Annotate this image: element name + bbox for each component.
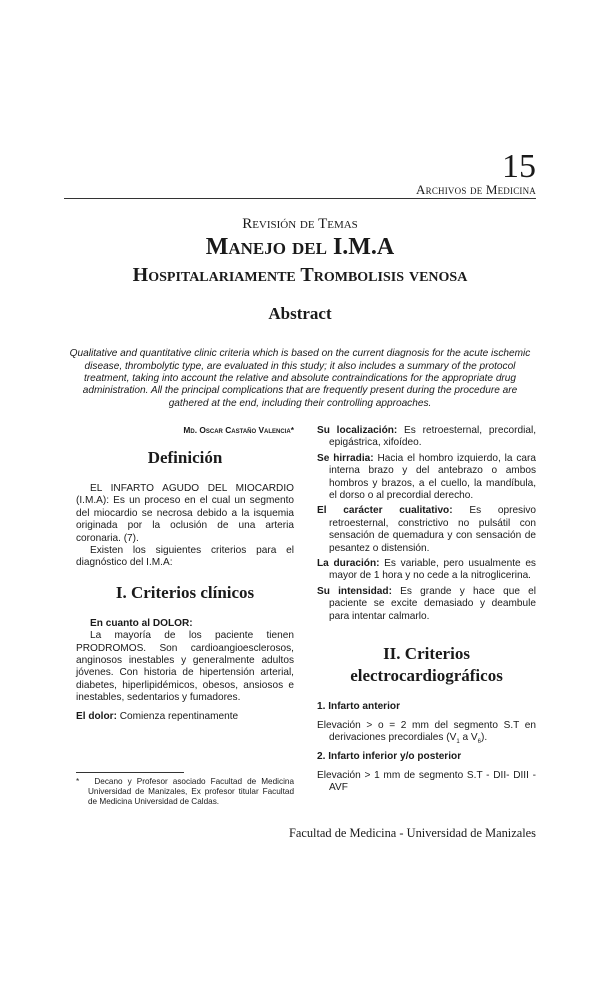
journal-name: Archivos de Medicina [416,182,536,197]
definicion-paragraph-2: Existen los siguientes criterios para el diagnóstico del I.M.A: [76,545,294,569]
localizacion-label: Su localización: [317,425,398,436]
infarto-anterior-sub-2: 6 [477,738,482,745]
duracion-item [317,558,536,583]
article-title-line-2: Hospitalariamente Trombolisis venosa [132,264,468,286]
infarto-inferior-text: Elevación > 1 mm de segmento S.T - DII- DIII - AVF [317,769,536,794]
infarto-anterior-text-c: ). [481,731,488,743]
right-column [317,425,536,795]
hirradia-label: Se hirradia: [317,452,374,464]
hirradia-text: Hacia el hombro izquierdo, la cara interna brazo y del antebrazo o ambos hombros y brazos, a el cuello, la mandíbula, el dorso o al precordial derecho. [329,452,536,502]
el-dolor-text: Comienza repentinamente [116,710,239,722]
left-column [76,425,294,723]
caracter-text: Es opresivo retroesternal, constrictivo no pulsátil con sensación de quemadura y con sensación de pesantez o distensión. [329,505,537,554]
definicion-heading: Definición [147,448,223,467]
infarto-anterior-text-b: a V [459,731,478,743]
footnote-rule [76,772,184,773]
infarto-anterior-sub-1: 1 [456,738,460,745]
footnote-marker: * [76,777,80,786]
criterios-ecg-heading [317,643,536,687]
dolor-subheading: En cuanto al DOLOR: [90,617,193,629]
infarto-anterior-text [317,720,536,749]
intensidad-item [317,586,536,623]
hirradia-item [317,453,536,503]
definicion-paragraph-1: EL INFARTO AGUDO DEL MIOCARDIO (I.M.A): Es un proceso en el cual un segmento del miocardio se necrosa debido a la isquemia originada por la oclusión de una arteria coronaria. (7). [76,483,294,544]
intensidad-text: Es grande y hace que el paciente se excite demasiado y deambule para intentar calmarlo. [329,585,536,622]
author-byline: Md. Oscar Castaño Valencia* [183,425,294,435]
abstract-heading: Abstract [268,304,332,323]
criterios-ecg-heading-line-1: II. Criterios [383,644,470,664]
page-number: 15 [502,148,536,185]
criterios-clinicos-heading: I. Criterios clínicos [115,582,255,602]
duracion-text: Es variable, pero usualmente es mayor de 1 hora y no cede a la nitroglicerina. [329,558,536,582]
caracter-item [317,505,536,555]
intensidad-label: Su intensidad: [317,585,392,597]
el-dolor-paragraph [76,711,294,723]
caracter-label: El carácter cualitativo: [317,505,453,517]
el-dolor-label: El dolor: [76,710,117,722]
infarto-anterior-text-a: Elevación > o = 2 mm del segmento S.T en derivaciones precordiales (V [317,719,536,743]
abstract-text: Qualitative and quantitative clinic criteria which is based on the current diagnosis for the acute ischemic disease, thrombolytic type, are evaluated in this study; it also includes a summary of the protocol treatment, taking into account the relative and absolute contraindications for the appropriate drug administration. All the principal complications that are frequently present during the procedure are gathered at the end, including their controlling approaches. [69,348,531,409]
section-kicker: Revisión de Temas [242,216,358,232]
header-rule [64,198,536,199]
footnote [76,772,294,807]
duracion-label: La duración: [317,558,380,570]
footnote-body: Decano y Profesor asociado Facultad de Medicina Universidad de Manizales, Ex profesor titular Facultad de Medicina Universidad de Caldas. [88,777,294,806]
dolor-paragraph: La mayoría de los paciente tienen PRODROMOS. Son cardioangioesclerosos, anginosos inestables y generalmente adultos jóvenes. Con historia de hipertensión arterial, diabetes, hiperlipidémicos, obesos, ansiosos e inestables, sedentarios y fumadores. [76,630,294,704]
infarto-inferior-heading: 2. Infarto inferior y/o posterior [317,751,462,763]
footnote-text [76,777,294,807]
page-footer: Facultad de Medicina - Universidad de Manizales [288,826,536,840]
infarto-anterior-heading: 1. Infarto anterior [317,701,401,713]
criterios-ecg-heading-line-2: electrocardiográficos [350,666,503,686]
localizacion-item [317,425,536,450]
localizacion-text: Es retroesternal, precordial, epigástrica, xifoídeo. [329,425,536,449]
article-title-line-1: Manejo del I.M.A [205,234,395,260]
